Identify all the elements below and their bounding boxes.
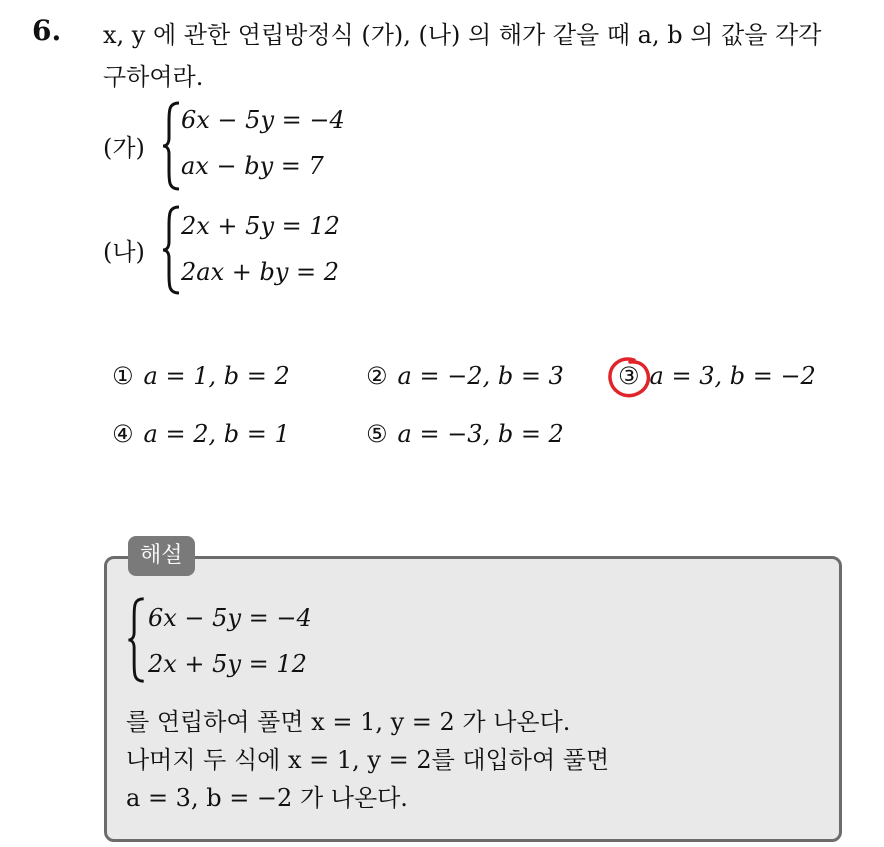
choice-text: a = 1, b = 2 <box>143 362 290 390</box>
choice-text: a = 3, b = −2 <box>649 362 816 390</box>
question-number: 6. <box>32 14 62 47</box>
left-brace-icon <box>161 204 183 296</box>
question-text-line2: 구하여라. <box>103 63 204 91</box>
explanation-line-3: a = 3, b = −2 가 나온다. <box>126 784 408 812</box>
choice-2[interactable] <box>366 362 564 390</box>
choice-number: ① <box>112 362 134 390</box>
system-label: (나) <box>103 238 145 266</box>
choice-number: ② <box>366 362 388 390</box>
explanation-equation-1: 6x − 5y = −4 <box>148 604 312 632</box>
system-ga <box>103 98 403 194</box>
question-text <box>103 14 863 98</box>
explanation-equation-2: 2x + 5y = 12 <box>148 650 307 678</box>
system-equation-2: 2ax + by = 2 <box>181 258 340 286</box>
choice-number: ⑤ <box>366 420 388 448</box>
choice-text: a = −2, b = 3 <box>397 362 564 390</box>
explanation-line-2: 나머지 두 식에 x = 1, y = 2를 대입하여 풀면 <box>126 746 610 774</box>
choice-text: a = 2, b = 1 <box>143 420 290 448</box>
choice-number: ③ <box>618 362 640 390</box>
explanation-system <box>126 596 426 686</box>
system-equation-2: ax − by = 7 <box>181 152 324 180</box>
choice-5[interactable] <box>366 420 564 448</box>
choice-text: a = −3, b = 2 <box>397 420 564 448</box>
system-label: (가) <box>103 134 145 162</box>
system-equation-1: 2x + 5y = 12 <box>181 212 340 240</box>
choice-1[interactable] <box>112 362 290 390</box>
left-brace-icon <box>126 596 148 684</box>
choice-4[interactable] <box>112 420 290 448</box>
answer-circle-mark-icon <box>604 354 654 402</box>
choice-number: ④ <box>112 420 134 448</box>
question-text-line1: x, y 에 관한 연립방정식 (가), (나) 의 해가 같을 때 a, b 의 값을 각각 <box>103 21 822 49</box>
explanation-line-1: 를 연립하여 풀면 x = 1, y = 2 가 나온다. <box>126 708 571 736</box>
system-na <box>103 202 403 298</box>
explanation-tab: 해설 <box>128 536 195 576</box>
left-brace-icon <box>161 100 183 192</box>
system-equation-1: 6x − 5y = −4 <box>181 106 345 134</box>
